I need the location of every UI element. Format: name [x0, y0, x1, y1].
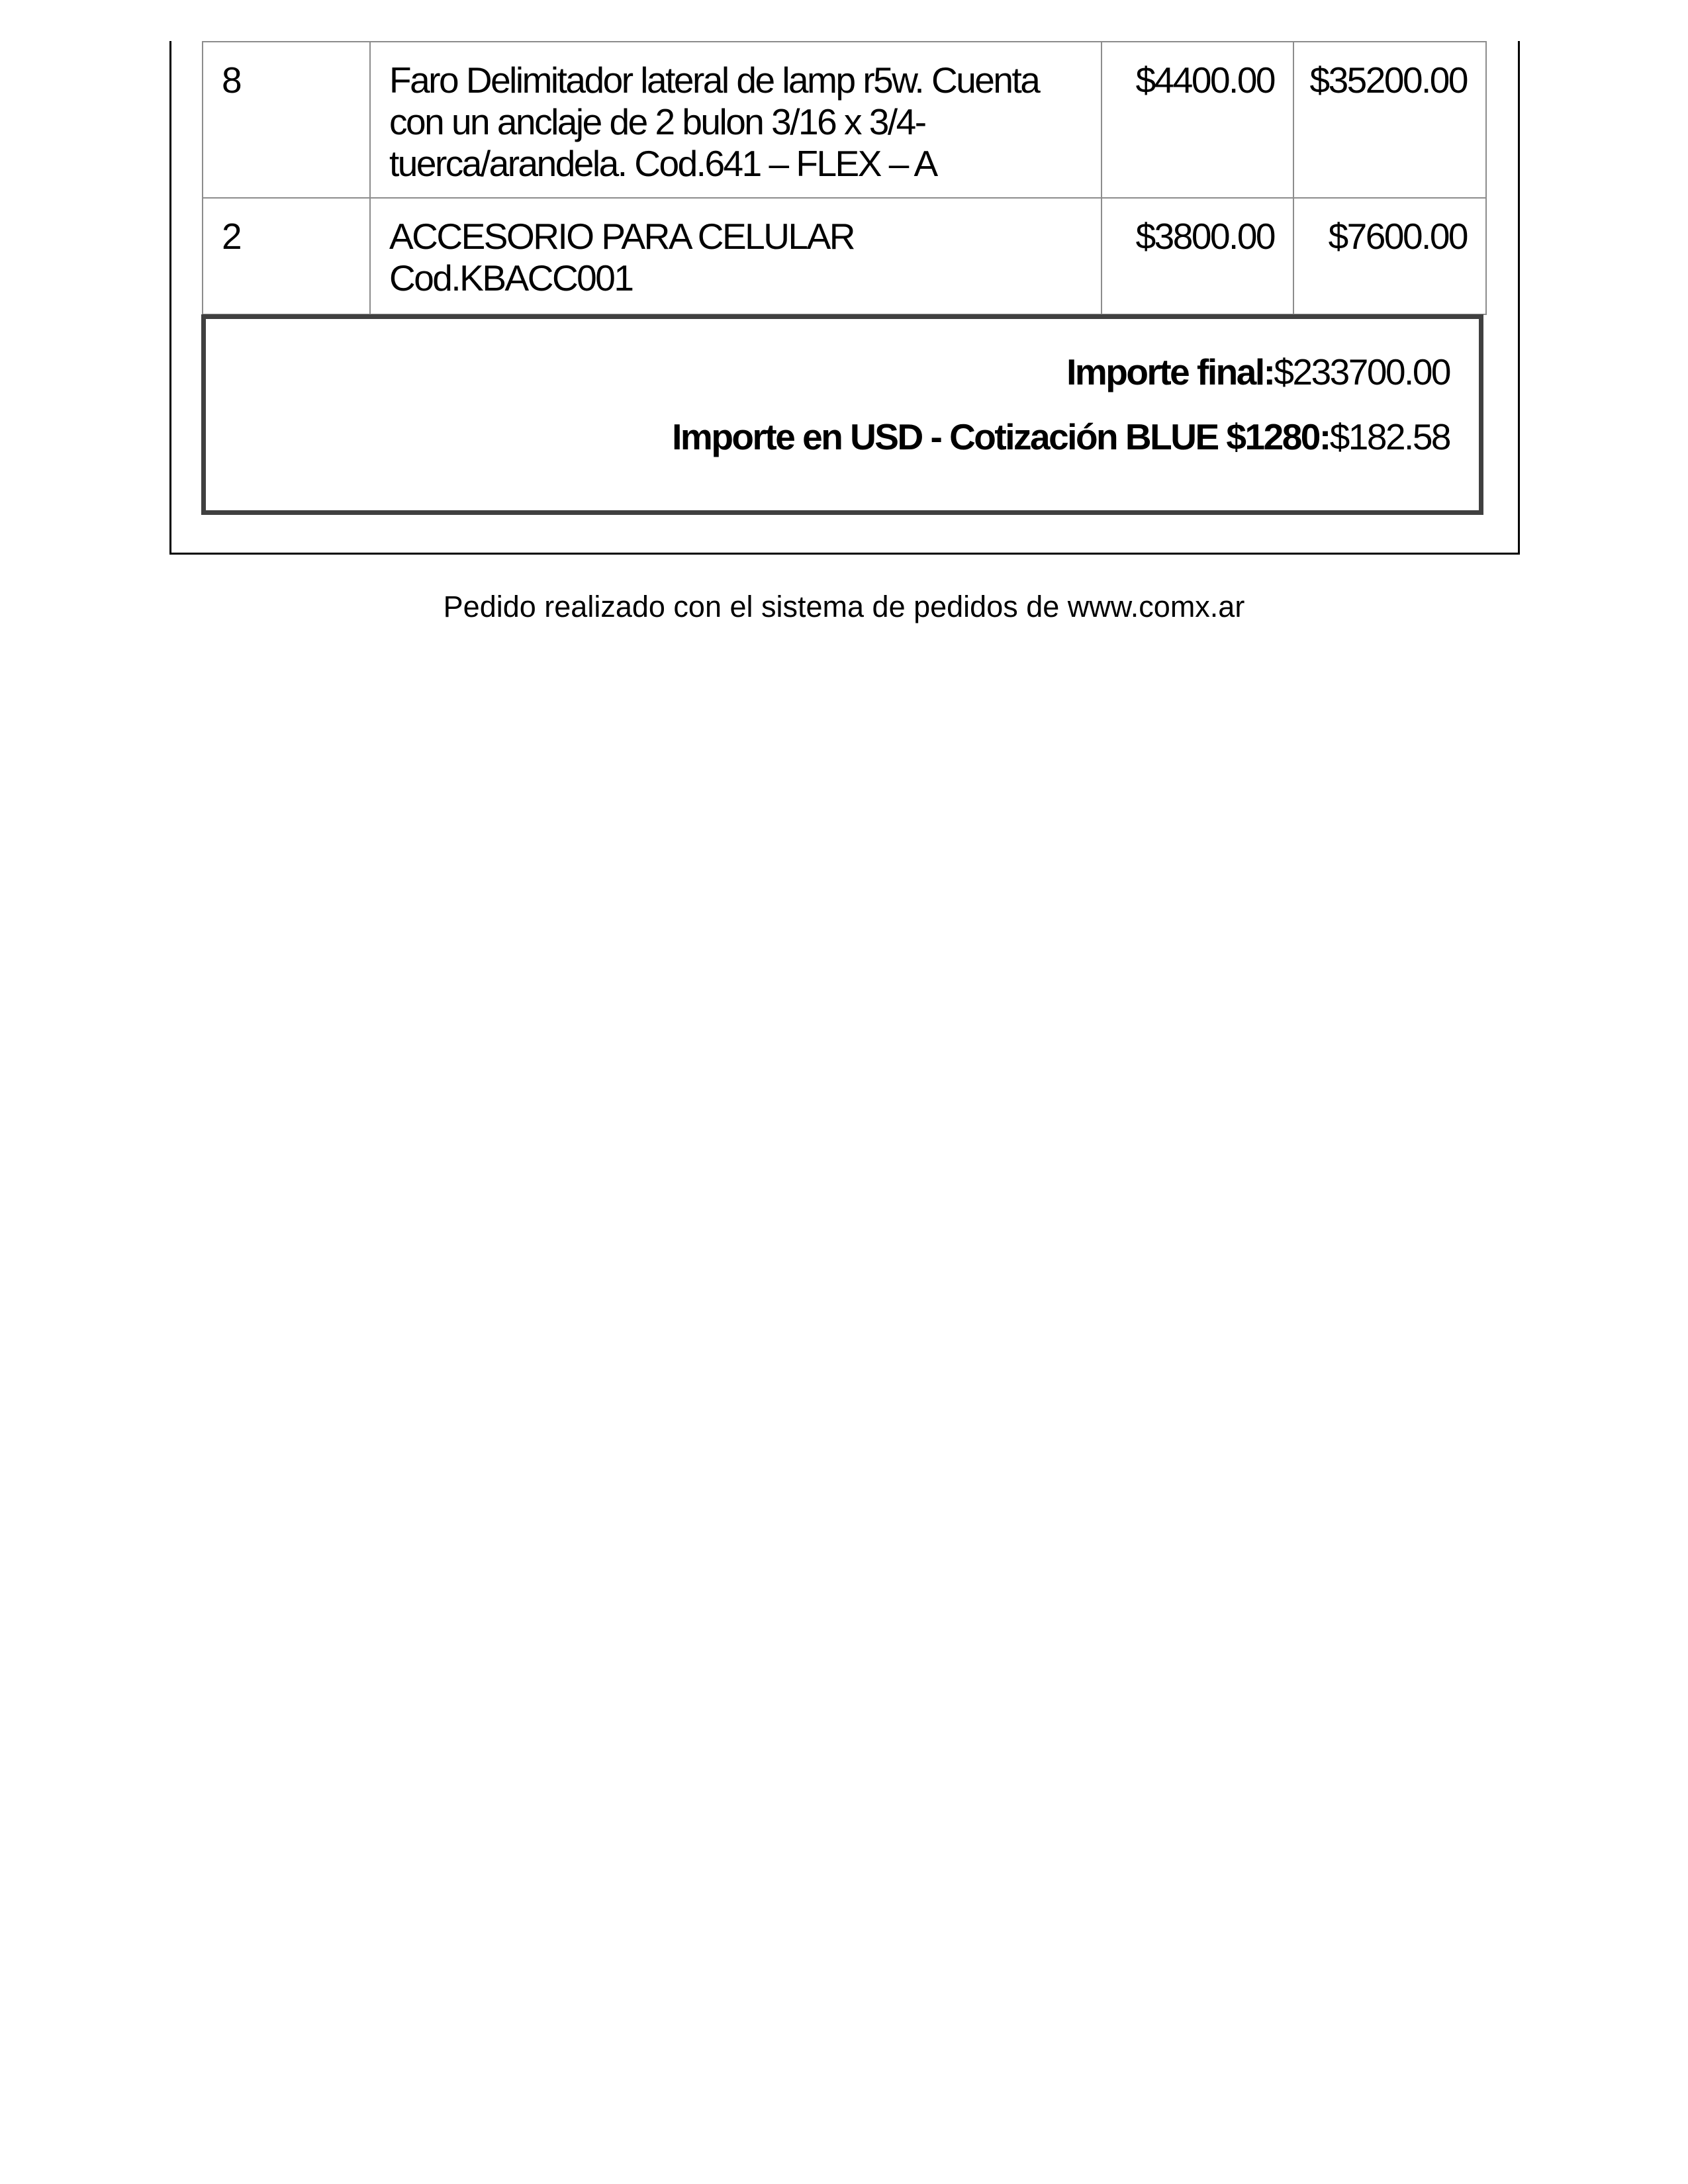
description-cell [370, 42, 1102, 198]
description-line: tuerca/arandela. Cod.641 – FLEX – A [389, 143, 937, 184]
description-line: Faro Delimitador lateral de lamp r5w. Cuenta [389, 60, 1039, 101]
unit-price-cell [1102, 198, 1293, 314]
footer-note: Pedido realizado con el sistema de pedidos de www.comx.ar [443, 590, 1245, 623]
subtotal-value: $7600.00 [1328, 216, 1467, 257]
unit-price-value: $3800.00 [1135, 216, 1274, 257]
table-row [203, 198, 1486, 314]
subtotal-cell [1293, 42, 1486, 198]
description-line: Cod.KBACC001 [389, 257, 633, 298]
usd-amount-label: Importe en USD - Cotización BLUE $1280: [672, 416, 1330, 457]
quantity-cell [203, 42, 370, 198]
description-line: ACCESORIO PARA CELULAR [389, 216, 854, 257]
unit-price-value: $4400.00 [1135, 60, 1274, 101]
usd-amount-value: $182.58 [1329, 416, 1450, 457]
quantity-value: 2 [222, 216, 241, 257]
description-line: con un anclaje de 2 bulon 3/16 x 3/4- [389, 101, 925, 142]
final-amount-line [206, 351, 1450, 393]
quantity-value: 8 [222, 60, 241, 101]
quantity-cell [203, 198, 370, 314]
usd-amount-line [206, 416, 1450, 458]
table-row [203, 42, 1486, 198]
final-amount-label: Importe final: [1066, 351, 1274, 392]
order-items-table [202, 41, 1487, 315]
final-amount-value: $233700.00 [1274, 351, 1450, 392]
totals-summary-box [201, 314, 1483, 515]
description-cell [370, 198, 1102, 314]
subtotal-cell [1293, 198, 1486, 314]
unit-price-cell [1102, 42, 1293, 198]
subtotal-value: $35200.00 [1309, 60, 1467, 101]
